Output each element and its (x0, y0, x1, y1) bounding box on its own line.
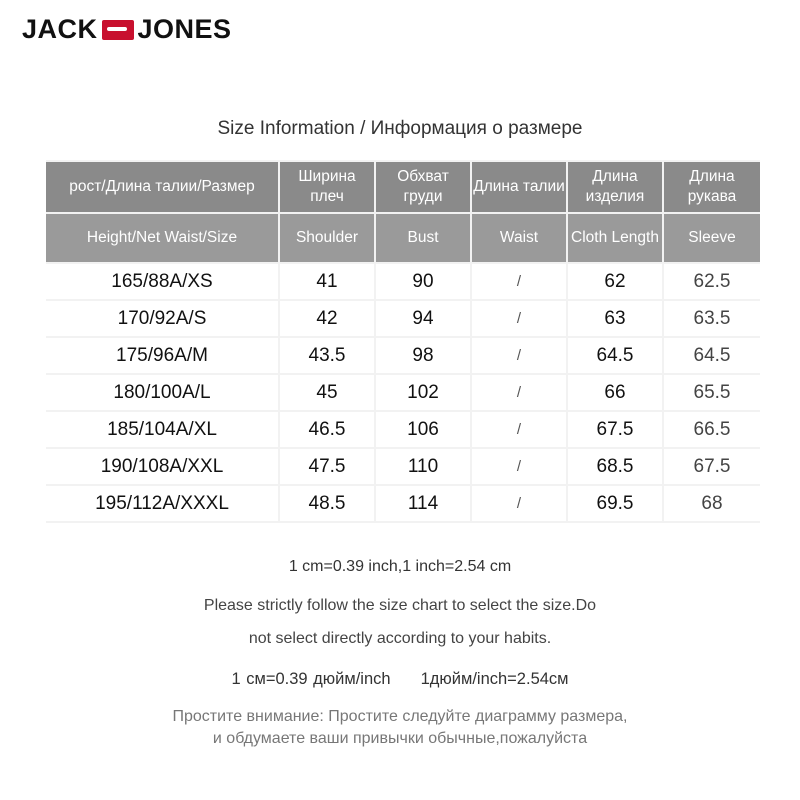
cell-waist: / (472, 262, 568, 299)
cell-bust: 102 (376, 373, 472, 410)
table-row (46, 373, 760, 410)
cell-bust: 90 (376, 262, 472, 299)
header-row-ru (46, 162, 760, 214)
cell-waist: / (472, 299, 568, 336)
cell-sleeve: 68 (664, 484, 760, 521)
cell-shoulder: 48.5 (280, 484, 376, 521)
cell-sleeve: 64.5 (664, 336, 760, 373)
cell-sleeve: 62.5 (664, 262, 760, 299)
advice-line-1: Please strictly follow the size chart to select the size.Do (203, 597, 597, 614)
header-en-shoulder: Shoulder (280, 214, 376, 262)
header-en-bust: Bust (376, 214, 472, 262)
cell-length: 63 (568, 299, 664, 336)
header-en-waist: Waist (472, 214, 568, 262)
cell-shoulder: 47.5 (280, 447, 376, 484)
cell-shoulder: 42 (280, 299, 376, 336)
cell-sleeve: 67.5 (664, 447, 760, 484)
conversion-note-en: 1 cm=0.39 inch,1 inch=2.54 cm (288, 558, 512, 575)
header-row-en (46, 214, 760, 262)
cell-bust: 98 (376, 336, 472, 373)
cell-bust: 106 (376, 410, 472, 447)
table-row (46, 262, 760, 299)
header-en-sleeve: Sleeve (664, 214, 760, 262)
brand-logo-left: JACK (22, 14, 98, 44)
ru-advice (0, 706, 800, 750)
cell-size: 175/96A/M (46, 336, 280, 373)
cell-waist: / (472, 484, 568, 521)
header-en-size: Height/Net Waist/Size (46, 214, 280, 262)
flag-icon (102, 20, 134, 40)
header-ru-size: рост/Длина талии/Размер (46, 162, 280, 214)
table-row (46, 447, 760, 484)
cell-length: 62 (568, 262, 664, 299)
cell-sleeve: 66.5 (664, 410, 760, 447)
cell-shoulder: 41 (280, 262, 376, 299)
header-ru-sleeve: Длина рукава (664, 162, 760, 214)
brand-logo (22, 14, 232, 45)
cell-size: 165/88A/XS (46, 262, 280, 299)
cell-length: 64.5 (568, 336, 664, 373)
cell-bust: 94 (376, 299, 472, 336)
cell-shoulder: 46.5 (280, 410, 376, 447)
table-row (46, 336, 760, 373)
cell-shoulder: 43.5 (280, 336, 376, 373)
cell-shoulder: 45 (280, 373, 376, 410)
cell-length: 66 (568, 373, 664, 410)
advice-line-2: not select directly according to your habits. (248, 630, 552, 647)
cell-length: 69.5 (568, 484, 664, 521)
conversion-note-ru (0, 670, 800, 689)
size-table (46, 160, 760, 523)
header-ru-waist: Длина талии (472, 162, 568, 214)
table-row (46, 484, 760, 521)
page-title: Size Information / Информация о размере (217, 118, 583, 139)
cell-sleeve: 63.5 (664, 299, 760, 336)
conversion-ru-cm: 1 см=0.39 дюйм/inch (231, 670, 391, 688)
cell-size: 185/104A/XL (46, 410, 280, 447)
cell-sleeve: 65.5 (664, 373, 760, 410)
cell-bust: 110 (376, 447, 472, 484)
cell-length: 68.5 (568, 447, 664, 484)
header-ru-length: Длина изделия (568, 162, 664, 214)
cell-bust: 114 (376, 484, 472, 521)
table-row (46, 299, 760, 336)
header-ru-shoulder: Ширина плеч (280, 162, 376, 214)
cell-size: 180/100A/L (46, 373, 280, 410)
brand-logo-right: JONES (137, 14, 232, 44)
cell-waist: / (472, 410, 568, 447)
cell-size: 190/108A/XXL (46, 447, 280, 484)
ru-advice-line-2: и обдумаете ваши привычки обычные,пожалуйста (212, 730, 588, 747)
header-en-length: Cloth Length (568, 214, 664, 262)
conversion-ru-inch: 1дюйм/inch=2.54см (420, 670, 569, 688)
ru-advice-line-1: Простите внимание: Простите следуйте диаграмму размера, (172, 708, 628, 725)
header-ru-bust: Обхват груди (376, 162, 472, 214)
cell-length: 67.5 (568, 410, 664, 447)
cell-size: 195/112A/XXXL (46, 484, 280, 521)
cell-waist: / (472, 373, 568, 410)
cell-waist: / (472, 447, 568, 484)
cell-waist: / (472, 336, 568, 373)
cell-size: 170/92A/S (46, 299, 280, 336)
table-row (46, 410, 760, 447)
